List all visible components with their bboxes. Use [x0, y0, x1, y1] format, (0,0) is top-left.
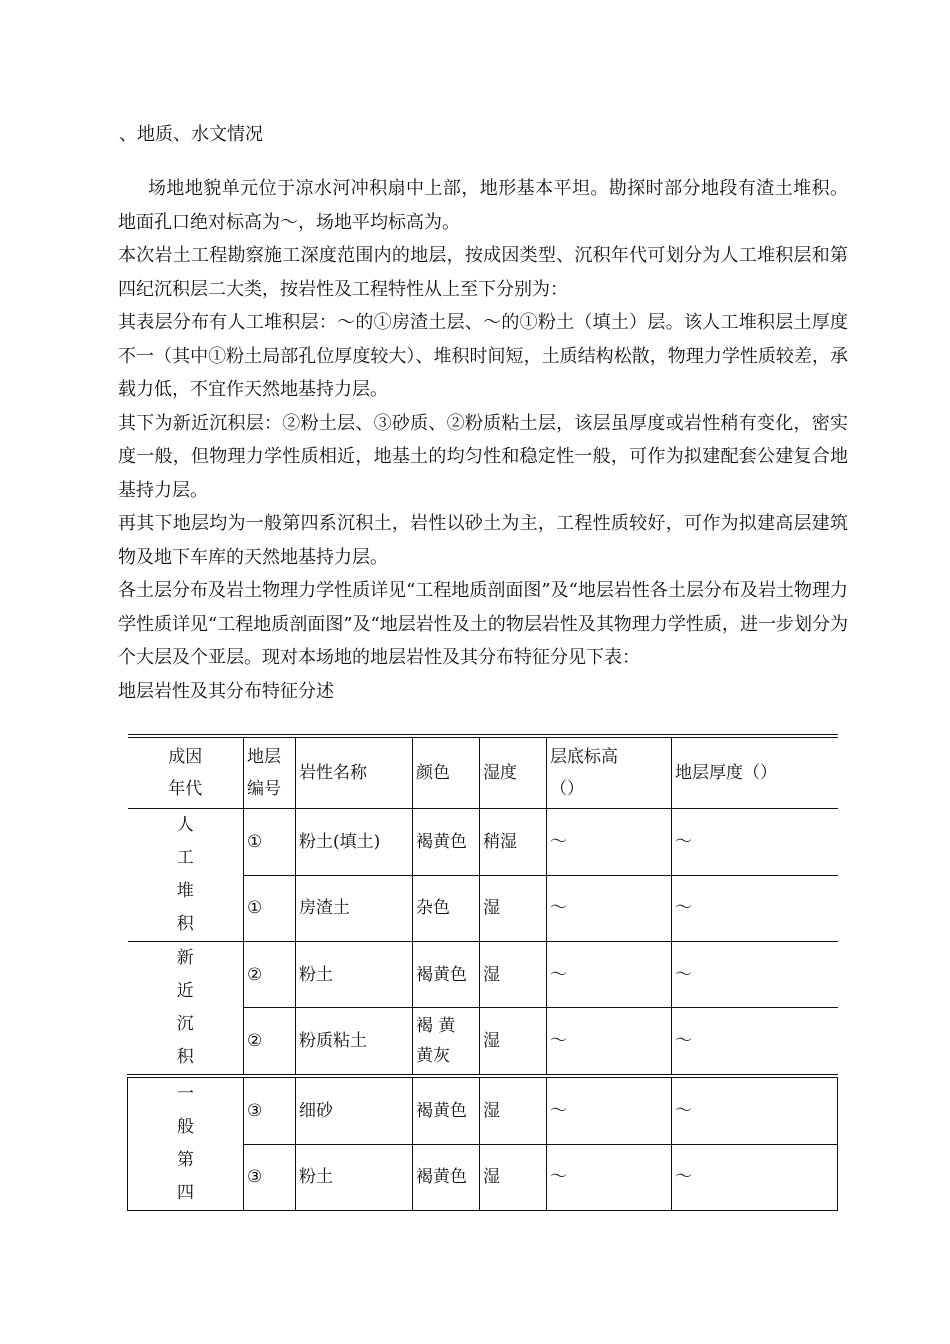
color-cell: 褐黄色	[413, 1144, 480, 1210]
table-caption: 地层岩性及其分布特征分述	[118, 680, 334, 702]
bottom-cell: ～	[547, 809, 672, 876]
thickness-cell: ～	[672, 809, 838, 876]
name-cell: 粉质粘土	[296, 1008, 413, 1076]
layer-no-cell: ②	[244, 1008, 296, 1076]
humidity-cell: 湿	[480, 1008, 547, 1076]
header-genesis: 成因 年代	[128, 736, 244, 809]
paragraph: 其表层分布有人工堆积层：～的①房渣土层、～的①粉土（填土）层。该人工堆积层土厚度不一（其中①粉土局部孔位厚度较大）、堆积时间短，土质结构松散，物理力学性质较差，承载力低，不宜作天然地基持力层。	[118, 312, 848, 400]
color-cell: 褐黄色	[413, 809, 480, 876]
color-cell: 褐黄色	[413, 942, 480, 1008]
color-cell: 褐黄色	[413, 1076, 480, 1144]
humidity-cell: 湿	[480, 875, 547, 942]
section-heading: 、地质、水文情况	[119, 124, 263, 145]
name-cell: 房渣土	[296, 875, 413, 942]
humidity-cell: 湿	[480, 942, 547, 1008]
strata-table	[127, 734, 838, 1211]
layer-no-cell: ③	[244, 1144, 296, 1210]
humidity-cell: 稍湿	[480, 809, 547, 876]
table-row	[128, 1076, 838, 1144]
paragraph: 场地地貌单元位于凉水河冲积扇中上部，地形基本平坦。勘探时部分地段有渣土堆积。地面孔口绝对标高为～，场地平均标高为。	[118, 178, 848, 233]
bottom-cell: ～	[547, 942, 672, 1008]
paragraph: 各土层分布及岩土物理力学性质详见“工程地质剖面图”及“地层岩性各土层分布及岩土物理力学性质详见“工程地质剖面图”及“地层岩性及土的物层岩性及其物理力学性质，进一步划分为个大层及个亚层。现对本场地的地层岩性及其分布特征分见下表：	[118, 580, 848, 668]
table-header-row	[128, 736, 838, 809]
bottom-cell: ～	[547, 875, 672, 942]
bottom-cell: ～	[547, 1076, 672, 1144]
humidity-cell: 湿	[480, 1076, 547, 1144]
genesis-cell: 人 工 堆 积	[128, 809, 244, 942]
bottom-cell: ～	[547, 1144, 672, 1210]
bottom-cell: ～	[547, 1008, 672, 1076]
table-row	[128, 809, 838, 876]
layer-no-cell: ①	[244, 875, 296, 942]
body-text	[118, 172, 848, 708]
genesis-cell: 新 近 沉 积	[128, 942, 244, 1077]
name-cell: 粉土	[296, 942, 413, 1008]
header-humidity: 湿度	[480, 736, 547, 809]
table-row	[128, 942, 838, 1008]
thickness-cell: ～	[672, 942, 838, 1008]
thickness-cell: ～	[672, 1144, 838, 1210]
name-cell: 细砂	[296, 1076, 413, 1144]
thickness-cell: ～	[672, 1008, 838, 1076]
color-cell: 杂色	[413, 875, 480, 942]
paragraph: 本次岩土工程勘察施工深度范围内的地层，按成因类型、沉积年代可划分为人工堆积层和第四纪沉积层二大类，按岩性及工程特性从上至下分别为：	[118, 245, 848, 300]
paragraph: 再其下地层均为一般第四系沉积土，岩性以砂土为主，工程性质较好，可作为拟建高层建筑物及地下车库的天然地基持力层。	[118, 513, 848, 568]
header-bottom-elevation: 层底标高 （）	[547, 736, 672, 809]
header-name: 岩性名称	[296, 736, 413, 809]
header-layer-no: 地层 编号	[244, 736, 296, 809]
name-cell: 粉土(填土)	[296, 809, 413, 876]
layer-no-cell: ③	[244, 1076, 296, 1144]
header-color: 颜色	[413, 736, 480, 809]
color-cell: 褐 黄 黄灰	[413, 1008, 480, 1076]
thickness-cell: ～	[672, 1076, 838, 1144]
name-cell: 粉土	[296, 1144, 413, 1210]
layer-no-cell: ①	[244, 809, 296, 876]
layer-no-cell: ②	[244, 942, 296, 1008]
paragraph: 其下为新近沉积层：②粉土层、③砂质、②粉质粘土层，该层虽厚度或岩性稍有变化，密实度一般，但物理力学性质相近，地基土的均匀性和稳定性一般，可作为拟建配套公建复合地基持力层。	[118, 412, 848, 501]
thickness-cell: ～	[672, 875, 838, 942]
genesis-cell: 一 般 第 四	[128, 1076, 244, 1211]
humidity-cell: 湿	[480, 1144, 547, 1210]
header-thickness: 地层厚度（）	[672, 736, 838, 809]
